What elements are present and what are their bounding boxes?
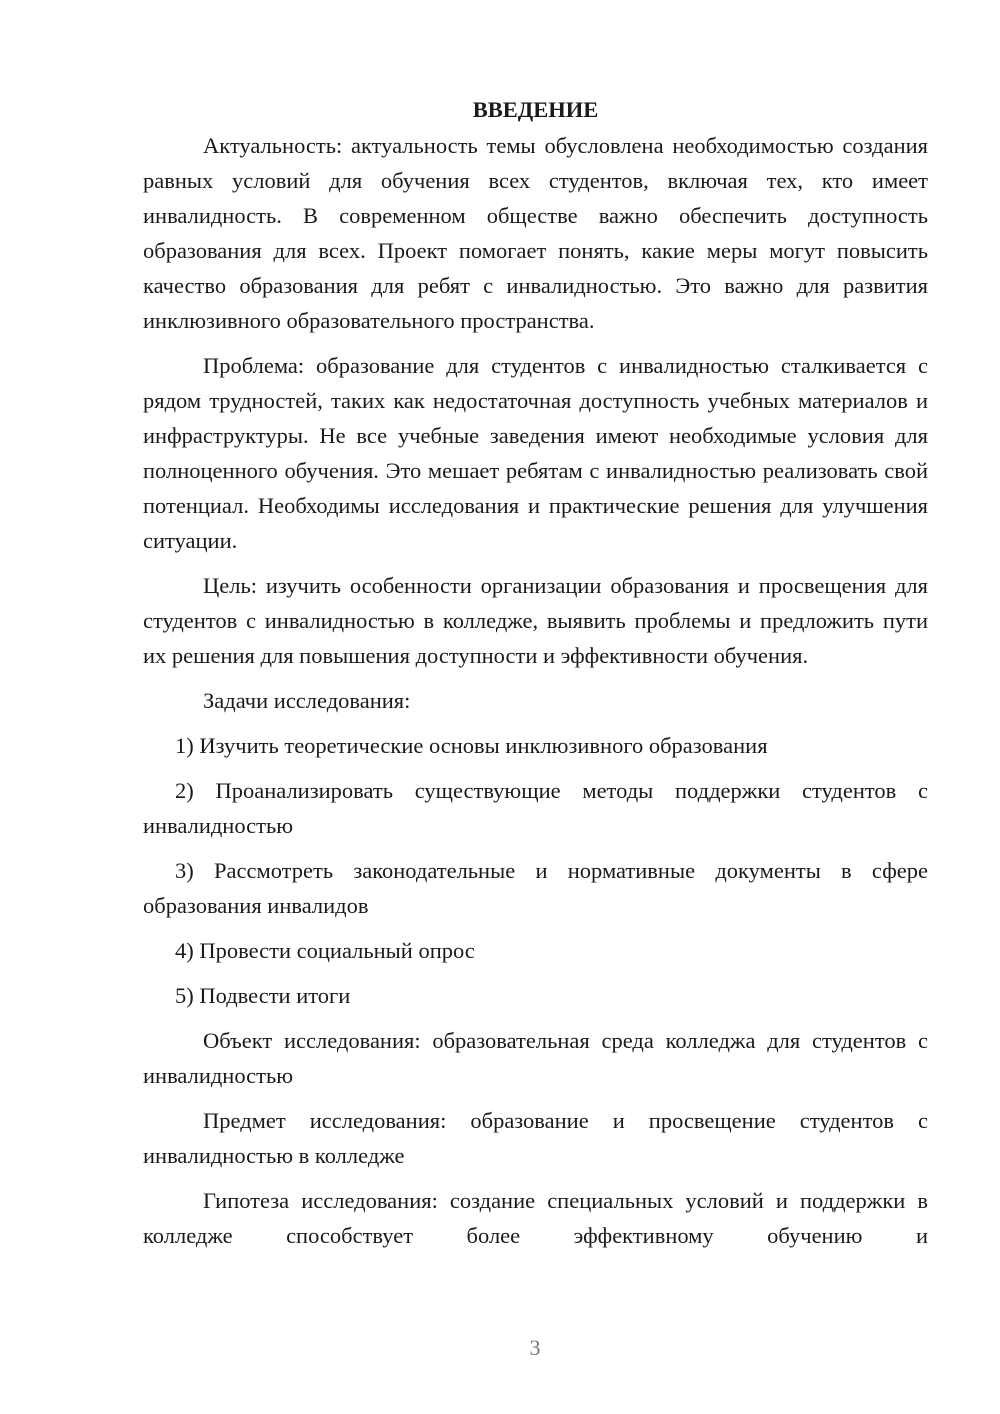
section-title: ВВЕДЕНИЕ (472, 97, 599, 122)
object-paragraph: Объект исследования: образовательная среда колледжа для студентов с инвалидностью (143, 1028, 928, 1088)
problem-paragraph: Проблема: образование для студентов с инвалидностью сталкивается с рядом трудностей, таких как недостаточная доступность учебных материалов и инфраструктуры. Не все учебные заведения имеют необходимые условия для полноценного обучения. Это мешает ребятам с инвалидностью реализовать свой потенциал. Необходимы исследования и практические решения для улучшения ситуации. (143, 353, 928, 553)
relevance-paragraph: Актуальность: актуальность темы обусловлена необходимостью создания равных условий для обучения всех студентов, включая тех, кто имеет инвалидность. В современном обществе важно обеспечить доступность образования для всех. Проект помогает понять, какие меры могут повысить качество образования для ребят с инвалидностью. Это важно для развития инклюзивного образовательного пространства. (143, 133, 928, 333)
task-item-4: 4) Провести социальный опрос (175, 938, 475, 963)
page-number: 3 (529, 1335, 541, 1360)
task-item-3: 3) Рассмотреть законодательные и нормативные документы в сфере образования инвалидов (143, 858, 928, 918)
goal-paragraph: Цель: изучить особенности организации образования и просвещения для студентов с инвалидностью в колледже, выявить проблемы и предложить пути их решения для повышения доступности и эффективности обучения. (143, 573, 928, 668)
subject-paragraph: Предмет исследования: образование и просвещение студентов с инвалидностью в колледже (143, 1108, 928, 1168)
task-item-1: 1) Изучить теоретические основы инклюзивного образования (175, 733, 768, 758)
document-page (143, 92, 928, 1263)
tasks-heading: Задачи исследования: (203, 688, 411, 713)
task-item-5: 5) Подвести итоги (175, 983, 351, 1008)
task-item-2: 2) Проанализировать существующие методы поддержки студентов с инвалидностью (143, 778, 928, 838)
hypothesis-paragraph: Гипотеза исследования: создание специальных условий и поддержки в колледже способствует более эффективному обучению и (143, 1188, 928, 1248)
